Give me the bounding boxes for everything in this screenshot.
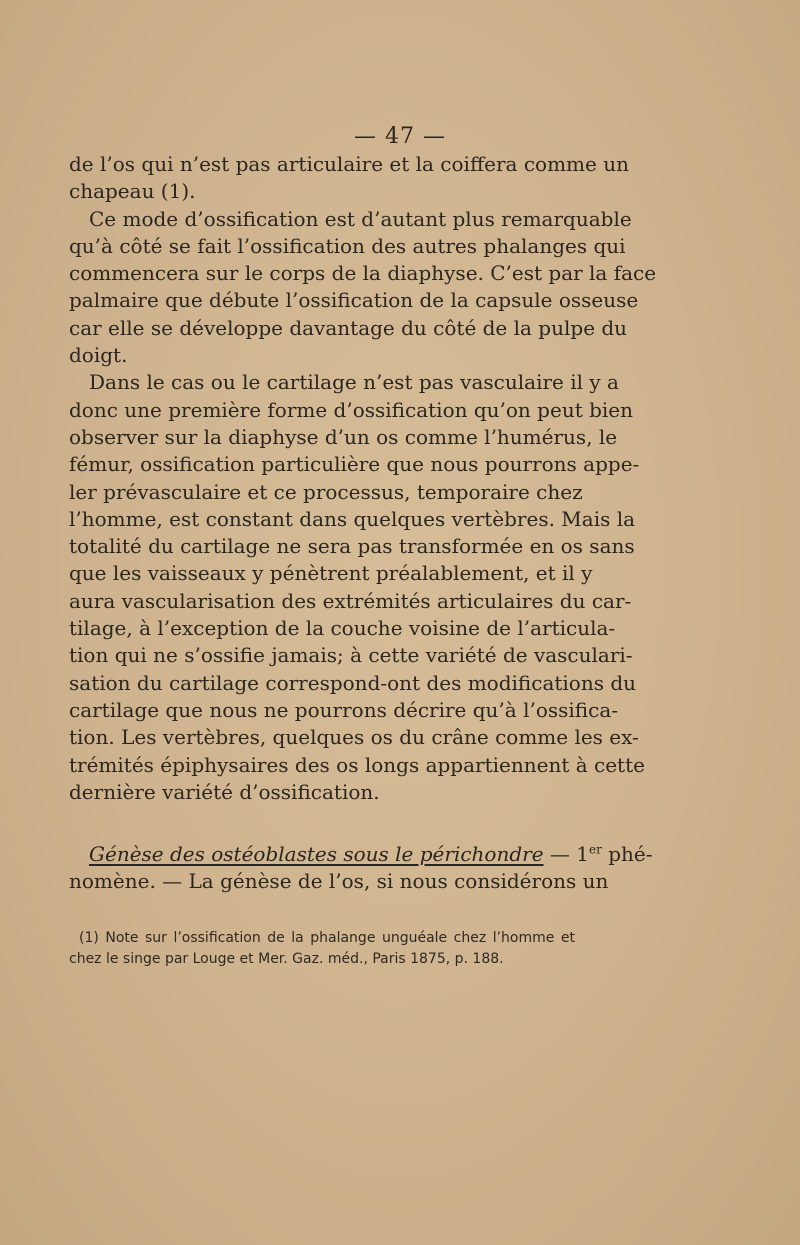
footnote-line: (1) Note sur l’ossification de la phalange unguéale chez l’homme et xyxy=(79,930,575,946)
footnote-line: chez le singe par Louge et Mer. Gaz. méd., Paris 1875, p. 188. xyxy=(69,951,504,967)
heading-continuation: phé- xyxy=(601,842,653,866)
text-line: que les vaisseaux y pénètrent préalablement, et il y xyxy=(69,561,593,586)
text-line: l’homme, est constant dans quelques vertèbres. Mais la xyxy=(69,506,636,531)
text-line: chapeau (1). xyxy=(69,179,196,204)
text-line: totalité du cartilage ne sera pas transformée en os sans xyxy=(69,534,635,559)
text-line: tion. Les vertèbres, quelques os du crâne comme les ex- xyxy=(69,725,639,750)
text-line: de l’os qui n’est pas articulaire et la coiffera comme un xyxy=(69,152,629,176)
section-title: Génèse des ostéoblastes sous le périchondre xyxy=(89,842,544,866)
text-line: commencera sur le corps de la diaphyse. C’est par la face xyxy=(69,261,657,286)
text-line: fémur, ossification particulière que nous pourrons appe- xyxy=(69,452,640,477)
text-line: aura vascularisation des extrémités articulaires du car- xyxy=(69,588,632,613)
text-line: donc une première forme d’ossification qu’on peut bien xyxy=(69,397,634,422)
section-heading xyxy=(69,841,653,896)
text-line: Dans le cas ou le cartilage n’est pas vasculaire il y a xyxy=(89,370,619,395)
text-line: sation du cartilage correspond-ont des modifications du xyxy=(69,670,637,695)
text-line: dernière variété d’ossification. xyxy=(69,779,380,804)
text-line: tion qui ne s’ossifie jamais; à cette variété de vasculari- xyxy=(69,643,633,668)
text-line: doigt. xyxy=(69,343,128,368)
text-line: cartilage que nous ne pourrons décrire qu’à l’ossifica- xyxy=(69,697,619,722)
ordinal-superscript: er xyxy=(589,842,602,857)
heading-dash: — xyxy=(543,842,577,866)
text-line: qu’à côté se fait l’ossification des autres phalanges qui xyxy=(69,233,626,258)
heading-first-line xyxy=(69,841,653,868)
text-line: ler prévasculaire et ce processus, temporaire chez xyxy=(69,479,583,504)
body-text xyxy=(69,151,657,806)
text-line: car elle se développe davantage du côté de la pulpe du xyxy=(69,315,628,340)
text-line: trémités épiphysaires des os longs appartiennent à cette xyxy=(69,752,645,777)
text-line: palmaire que débute l’ossification de la capsule osseuse xyxy=(69,288,639,313)
ordinal-number: 1 xyxy=(576,842,589,866)
text-line: observer sur la diaphyse d’un os comme l’humérus, le xyxy=(69,424,618,449)
text-line: tilage, à l’exception de la couche voisine de l’articula- xyxy=(69,616,616,641)
text-line: nomène. — La génèse de l’os, si nous considérons un xyxy=(69,869,609,894)
footnote xyxy=(69,928,575,970)
page-number: — 47 — xyxy=(354,124,446,149)
text-line: Ce mode d’ossification est d’autant plus remarquable xyxy=(89,206,632,231)
